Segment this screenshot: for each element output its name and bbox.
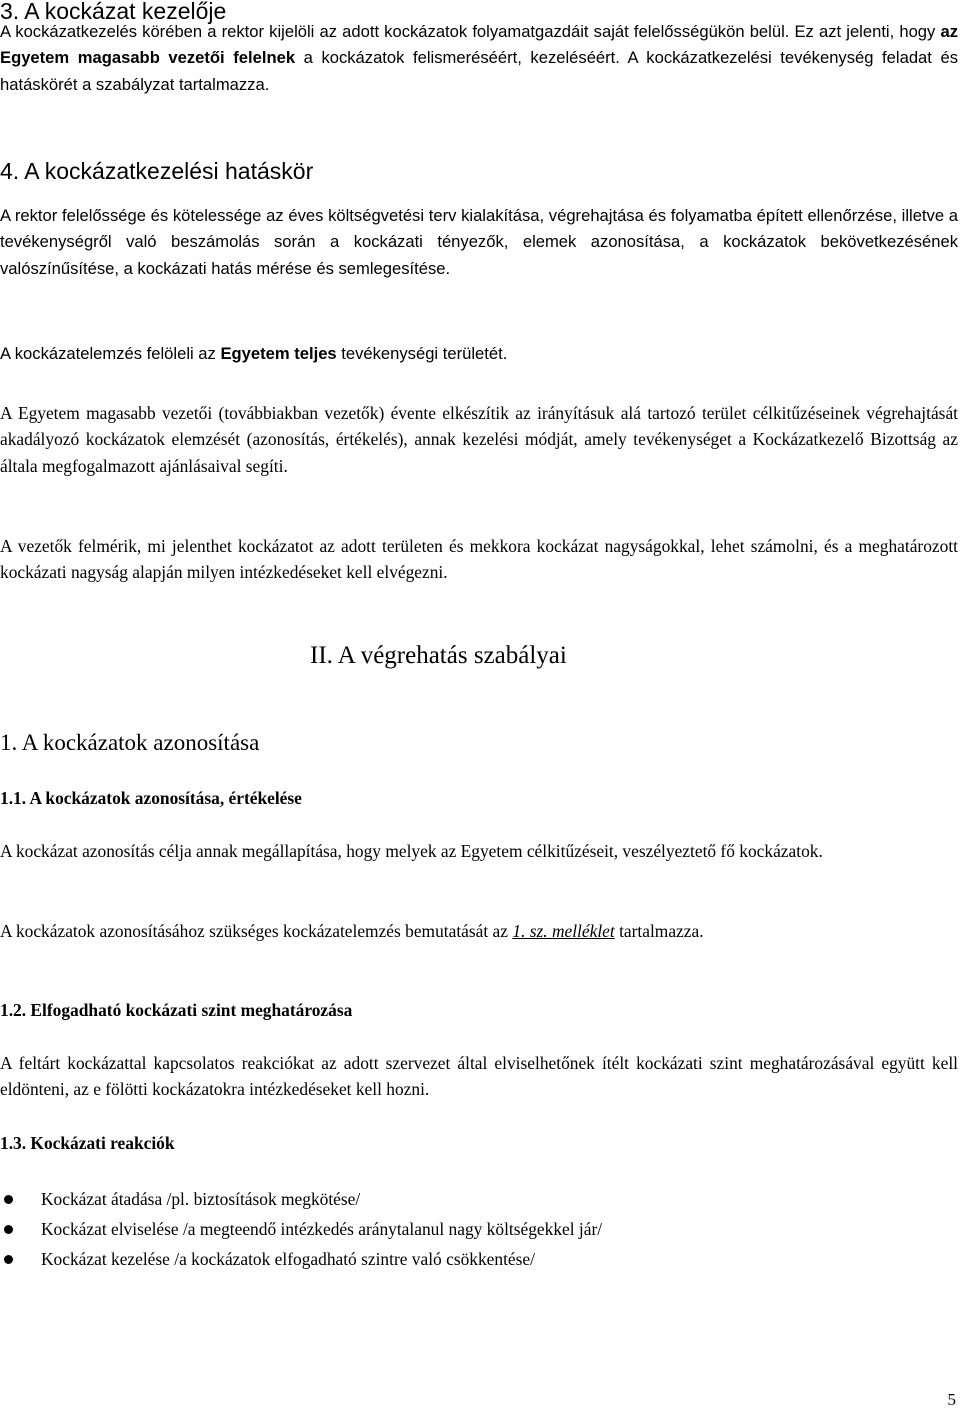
section-4-paragraph-3: A Egyetem magasabb vezetői (továbbiakban vezetők) évente elkészítik az irányításuk alá tartozó terület célkitűzéseinek végrehajtását akadályozó kockázatok elemzését (azonosítás, értékelés), annak kezelési módját, amely tevékenységet a Kockázatkezelő Bizottság az általa megfogalmazott ajánlásaival segíti. <box>0 403 958 476</box>
list-item <box>0 1184 958 1214</box>
text-run: tartalmazza. <box>614 921 704 941</box>
text-run: a kockázatok felismeréséért, kezeléséért. A kockázatkezelési tevékenység feladat és hatáskörét a szabályzat tartalmazza. <box>0 48 958 94</box>
list-item-text: Kockázat kezelése /a kockázatok elfogadható szintre való csökkentése/ <box>41 1249 535 1269</box>
section-3-heading: 3. A kockázat kezelője <box>0 0 227 24</box>
text-run: tevékenységi területét. <box>336 344 508 363</box>
section-4-paragraph-2 <box>0 341 958 367</box>
section-4-heading: 4. A kockázatkezelési hatáskör <box>0 158 314 184</box>
reaction-bullet-list <box>0 1184 958 1274</box>
text-run: A kockázatelemzés felöleli az <box>0 344 221 363</box>
list-item <box>0 1214 958 1244</box>
subsection-1-1-heading: 1.1. A kockázatok azonosítása, értékelése <box>0 788 302 808</box>
section-3-paragraph <box>0 19 958 98</box>
subsection-1-2-heading: 1.2. Elfogadható kockázati szint meghatározása <box>0 1000 353 1020</box>
list-item-text: Kockázat átadása /pl. biztosítások megkötése/ <box>41 1189 361 1209</box>
bold-text: az Egyetem magasabb vezetői felelnek <box>0 22 958 68</box>
text-run: A kockázatkezelés körében a rektor kijelöli az adott kockázatok folyamatgazdáit saját felelősségükön belül. Ez azt jelenti, hogy <box>0 22 941 41</box>
bold-text: Egyetem teljes <box>220 344 337 363</box>
section-4-paragraph-4: A vezetők felmérik, mi jelenthet kockázatot az adott területen és mekkora kockázat nagyságokkal, lehet számolni, és a meghatározott kockázati nagyság alapján milyen intézkedéseket kell elvégezni. <box>0 536 958 583</box>
section-4-paragraph-1: A rektor felelőssége és kötelessége az éves költségvetési terv kialakítása, végrehajtása és folyamatba épített ellenőrzése, illetve a tevékenységről való beszámolás során a kockázati tényezők, elemek azonosítása, a kockázatok bekövetkezésének valószínűsítése, a kockázati hatás mérése és semlegesítése. <box>0 206 958 278</box>
page-number: 5 <box>947 1390 956 1409</box>
subsection-1-1-paragraph-1: A kockázat azonosítás célja annak megállapítása, hogy melyek az Egyetem célkitűzéseit, veszélyeztető fő kockázatok. <box>0 841 823 861</box>
bullet-icon <box>4 1225 13 1234</box>
part-2-heading: II. A végrehatás szabályai <box>310 642 567 669</box>
subsection-1-1-paragraph-2 <box>0 918 958 944</box>
text-run: A kockázatok azonosításához szükséges kockázatelemzés bemutatását az <box>0 921 513 941</box>
list-item-text: Kockázat elviselése /a megteendő intézkedés aránytalanul nagy költségekkel jár/ <box>41 1219 603 1239</box>
subsection-1-2-paragraph: A feltárt kockázattal kapcsolatos reakciókat az adott szervezet által elviselhetőnek ítélt kockázati szint meghatározásával együtt kell eldönteni, az e fölötti kockázatokra intézkedéseket kell hozni. <box>0 1053 958 1100</box>
annex-reference-link[interactable]: 1. sz. melléklet <box>512 921 615 941</box>
list-item <box>0 1244 958 1274</box>
bullet-icon <box>4 1255 13 1264</box>
bullet-icon <box>4 1195 13 1204</box>
subsection-1-3-heading: 1.3. Kockázati reakciók <box>0 1133 175 1153</box>
subsection-1-heading: 1. A kockázatok azonosítása <box>0 730 260 755</box>
